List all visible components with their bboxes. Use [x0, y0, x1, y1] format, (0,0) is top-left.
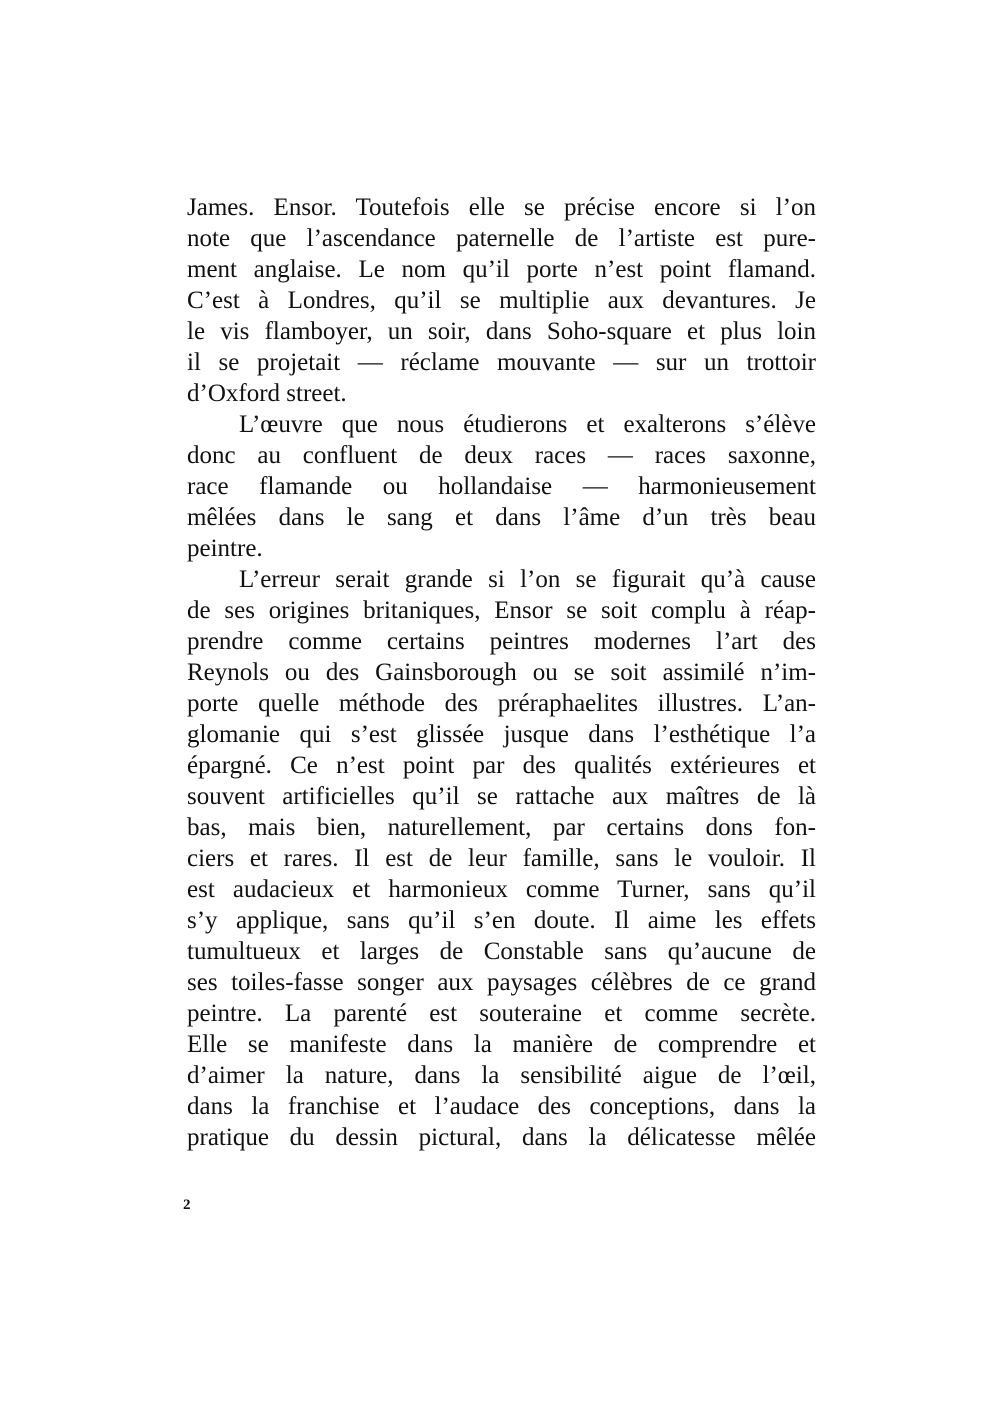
text-line: L’œuvre que nous étudierons et exalterons s’élève: [239, 411, 816, 438]
text-line: il se projetait — réclame mouvante — sur un trottoir: [187, 349, 816, 376]
page-number: 2: [183, 1197, 191, 1213]
text-line: épargné. Ce n’est point par des qualités extérieures et: [187, 752, 816, 779]
text-line: est audacieux et harmonieux comme Turner, sans qu’il: [187, 876, 816, 903]
text-line: pratique du dessin pictural, dans la délicatesse mêlée: [187, 1124, 816, 1151]
text-line: dans la franchise et l’audace des conceptions, dans la: [187, 1093, 816, 1120]
text-line: mêlées dans le sang et dans l’âme d’un très beau: [187, 504, 816, 531]
text-line: le vis flamboyer, un soir, dans Soho-square et plus loin: [187, 318, 816, 345]
text-line: Elle se manifeste dans la manière de comprendre et: [187, 1031, 816, 1058]
text-line: ment anglaise. Le nom qu’il porte n’est point flamand.: [187, 256, 816, 283]
text-line: ciers et rares. Il est de leur famille, sans le vouloir. Il: [187, 845, 816, 872]
text-line: porte quelle méthode des préraphaelites illustres. L’an-: [187, 690, 816, 717]
text-line: James. Ensor. Toutefois elle se précise encore si l’on: [187, 194, 816, 221]
text-line: souvent artificielles qu’il se rattache aux maîtres de là: [187, 783, 816, 810]
text-line: glomanie qui s’est glissée jusque dans l’esthétique l’a: [187, 721, 816, 748]
body-text: [187, 192, 816, 1153]
text-line: ses toiles-fasse songer aux paysages célèbres de ce grand: [187, 969, 816, 996]
text-line: bas, mais bien, naturellement, par certains dons fon-: [187, 814, 816, 841]
text-line: Reynols ou des Gainsborough ou se soit assimilé n’im-: [187, 659, 816, 686]
text-line: L’erreur serait grande si l’on se figurait qu’à cause: [239, 566, 816, 593]
text-line: peintre.: [187, 535, 263, 562]
text-line: C’est à Londres, qu’il se multiplie aux devantures. Je: [187, 287, 816, 314]
text-line: de ses origines britaniques, Ensor se soit complu à réap-: [187, 597, 816, 624]
text-line: race flamande ou hollandaise — harmonieusement: [187, 473, 816, 500]
text-line: d’aimer la nature, dans la sensibilité aigue de l’œil,: [187, 1062, 816, 1089]
text-line: peintre. La parenté est souteraine et comme secrète.: [187, 1000, 816, 1027]
text-line: donc au confluent de deux races — races saxonne,: [187, 442, 816, 469]
text-line: note que l’ascendance paternelle de l’artiste est pure-: [187, 225, 816, 252]
text-line: s’y applique, sans qu’il s’en doute. Il aime les effets: [187, 907, 816, 934]
text-line: d’Oxford street.: [187, 380, 347, 407]
text-line: prendre comme certains peintres modernes l’art des: [187, 628, 816, 655]
text-line: tumultueux et larges de Constable sans qu’aucune de: [187, 938, 816, 965]
